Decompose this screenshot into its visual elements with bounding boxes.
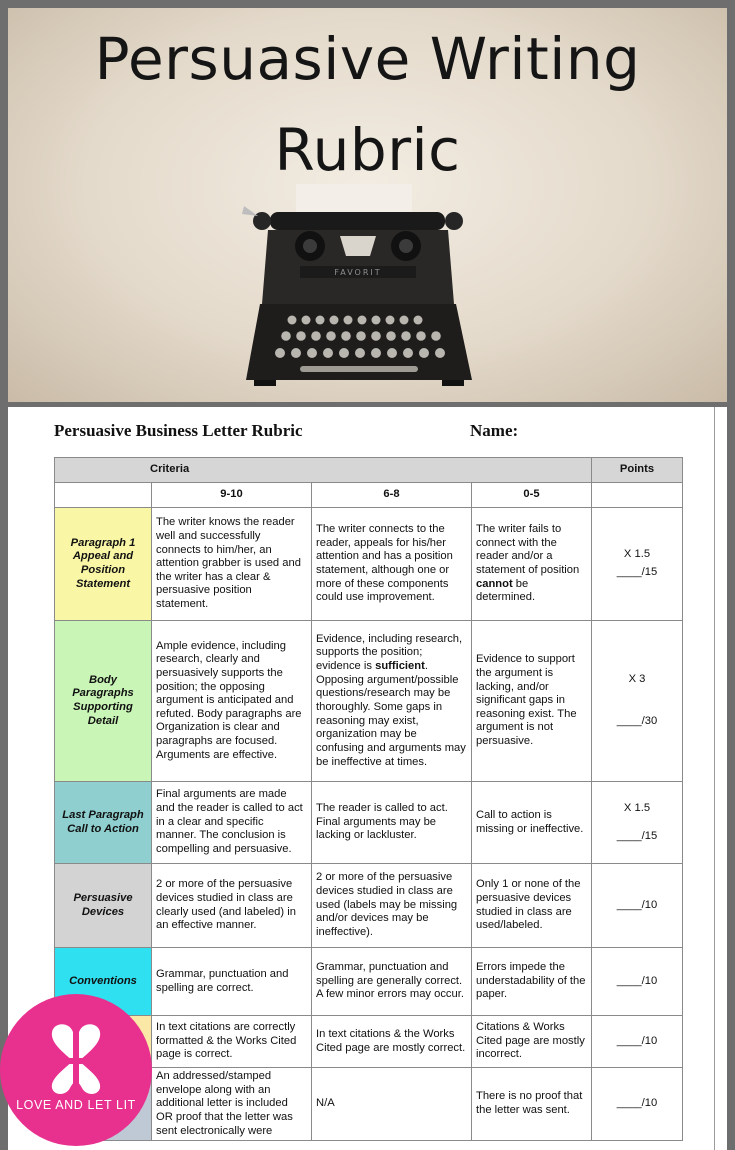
- category-paragraph-1: Paragraph 1 Appeal and Position Statement: [55, 508, 152, 621]
- points-blank: ____/10: [616, 1097, 658, 1110]
- criteria-6-8: 2 or more of the persuasive devices studied in class are used (labels may be missing and/or devices may be ineffective).: [312, 864, 472, 948]
- table-row: [55, 782, 683, 864]
- typewriter-brand: FAVORIT: [334, 268, 382, 277]
- blank-cell: [592, 483, 683, 508]
- criteria-0-5: There is no proof that the letter was sent.: [472, 1068, 592, 1141]
- love-and-let-lit-logo: [0, 994, 152, 1146]
- criteria-9-10: The writer knows the reader well and successfully connects to him/her, an attention grabber is used and the writer has a clear & persuasive position statement.: [152, 508, 312, 621]
- criteria-0-5: Evidence to support the argument is lacking, and/or significant gaps in reasoning exist. The argument is not persuasive.: [472, 621, 592, 782]
- range-0-5: 0-5: [472, 483, 592, 508]
- points-blank: ____/10: [616, 974, 658, 987]
- category-conventions: Conventions: [55, 948, 152, 1016]
- range-6-8: 6-8: [312, 483, 472, 508]
- criteria-0-5: Call to action is missing or ineffective.: [472, 782, 592, 864]
- criteria-6-8: The writer connects to the reader, appeals for his/her attention and has a position statement, although one or more of these components could use improvement.: [312, 508, 472, 621]
- criteria-9-10: Grammar, punctuation and spelling are correct.: [152, 948, 312, 1016]
- document-title: Persuasive Business Letter Rubric: [54, 421, 303, 440]
- points-cell: [592, 1068, 683, 1141]
- criteria-6-8: Grammar, punctuation and spelling are generally correct. A few minor errors may occur.: [312, 948, 472, 1016]
- criteria-9-10: An addressed/stamped envelope along with an additional letter is included OR proof that the letter was sent electronically were: [152, 1068, 312, 1141]
- table-row: [55, 508, 683, 621]
- points-cell: [592, 864, 683, 948]
- table-header-row: [55, 458, 683, 483]
- range-9-10: 9-10: [152, 483, 312, 508]
- banner-title-line2: Rubric: [274, 116, 461, 184]
- criteria-9-10: Ample evidence, including research, clearly and persuasively supports the position; the opposing argument is anticipated and refuted. Body paragraphs are Organization is clear and paragraphs are focused. Arguments are effective.: [152, 621, 312, 782]
- points-cell: [592, 621, 683, 782]
- blank-cell: [55, 483, 152, 508]
- criteria-0-5: Citations & Works Cited page are mostly incorrect.: [472, 1016, 592, 1068]
- points-cell: [592, 948, 683, 1016]
- name-label: Name:: [470, 421, 519, 440]
- points-blank: ____/15: [616, 829, 658, 842]
- multiplier: X 3: [628, 673, 646, 686]
- header-points: Points: [592, 458, 683, 483]
- category-body-paragraphs: Body Paragraphs Supporting Detail: [55, 621, 152, 782]
- criteria-9-10: 2 or more of the persuasive devices studied in class are clearly used (and labeled) in an effective manner.: [152, 864, 312, 948]
- page-edge-divider: [714, 407, 715, 1150]
- criteria-0-5: The writer fails to connect with the reader and/or a statement of position cannot be determined.: [472, 508, 592, 621]
- points-blank: ____/30: [616, 715, 658, 727]
- score-range-row: [55, 483, 683, 508]
- criteria-9-10: Final arguments are made and the reader is called to act in a clear and specific manner. The conclusion is compelling and persuasive.: [152, 782, 312, 864]
- header-criteria: Criteria: [55, 458, 592, 483]
- table-row: [55, 864, 683, 948]
- logo-text: LOVE AND LET LIT: [16, 1098, 136, 1112]
- points-cell: [592, 508, 683, 621]
- table-row: [55, 621, 683, 782]
- criteria-0-5: Errors impede the understadability of the paper.: [472, 948, 592, 1016]
- banner-image: [8, 8, 727, 402]
- points-blank: ____/10: [616, 898, 658, 911]
- criteria-9-10: In text citations are correctly formatted & the Works Cited page is correct.: [152, 1016, 312, 1068]
- points-cell: [592, 1016, 683, 1068]
- points-blank: ____/15: [616, 566, 658, 578]
- points-cell: [592, 782, 683, 864]
- typewriter-illustration: [240, 184, 480, 394]
- criteria-6-8: N/A: [312, 1068, 472, 1141]
- multiplier: X 1.5: [623, 801, 651, 814]
- criteria-6-8: In text citations & the Works Cited page are mostly correct.: [312, 1016, 472, 1068]
- category-persuasive-devices: Persuasive Devices: [55, 864, 152, 948]
- heart-cross-logo-icon: [0, 994, 152, 1146]
- banner-title-line1: Persuasive Writing: [94, 25, 641, 93]
- criteria-6-8: Evidence, including research, supports the position; evidence is sufficient. Opposing argument/possible questions/research may be thoroughly. Some gaps in reasoning may exist, organization may be confusing and arguments may be ineffective at times.: [312, 621, 472, 782]
- criteria-6-8: The reader is called to act. Final arguments may be lacking or lackluster.: [312, 782, 472, 864]
- points-blank: ____/10: [616, 1034, 658, 1047]
- multiplier: X 1.5: [623, 548, 651, 561]
- category-last-paragraph: Last Paragraph Call to Action: [55, 782, 152, 864]
- criteria-0-5: Only 1 or none of the persuasive devices studied in class are used/labeled.: [472, 864, 592, 948]
